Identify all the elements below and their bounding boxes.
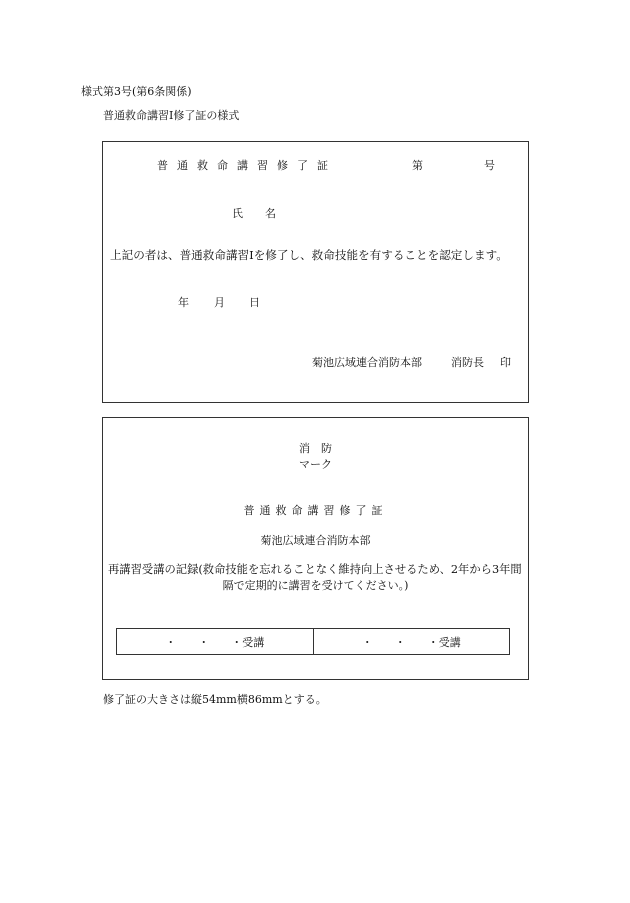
retraining-stamp-label: ・ ・ ・受講 (165, 635, 265, 649)
retraining-record-line1: 再講習受講の記録(救命技能を忘れることなく維持向上させるため、2年から3年間 (108, 563, 522, 576)
retraining-stamp-cell (313, 629, 510, 654)
date-month: 月 (214, 296, 225, 309)
fire-logo-line2: マーク (299, 458, 332, 471)
retraining-stamp-cell (117, 629, 313, 654)
retraining-stamp-label: ・ ・ ・受講 (361, 635, 461, 649)
fire-chief-title: 消防長 (451, 356, 484, 369)
name-label-1: 氏 (232, 207, 243, 220)
retraining-record-line2: 隔で定期的に講習を受けてください。) (222, 579, 409, 592)
page-subtitle: 普通救命講習Ⅰ修了証の様式 (103, 109, 240, 122)
front-issuer: 菊池広域連合消防本部 (312, 356, 422, 369)
date-day: 日 (249, 296, 260, 309)
certificate-number-suffix: 号 (484, 159, 495, 172)
form-number: 様式第3号(第6条関係) (81, 85, 192, 98)
seal-mark: 印 (500, 356, 511, 369)
back-card-title: 普通救命講習修了証 (243, 504, 388, 517)
date-year: 年 (178, 296, 189, 309)
back-issuer: 菊池広域連合消防本部 (260, 534, 371, 547)
size-note: 修了証の大きさは縦54mm横86mmとする。 (103, 693, 327, 706)
fire-logo-line1: 消 防 (299, 442, 332, 455)
name-label-2: 名 (265, 207, 276, 220)
retraining-stamp-table (116, 628, 510, 655)
certificate-number-prefix: 第 (412, 159, 423, 172)
front-card-title: 普通救命講習修了証 (157, 159, 337, 172)
certification-statement: 上記の者は、普通救命講習Ⅰを修了し、救命技能を有することを認定します。 (110, 248, 508, 262)
